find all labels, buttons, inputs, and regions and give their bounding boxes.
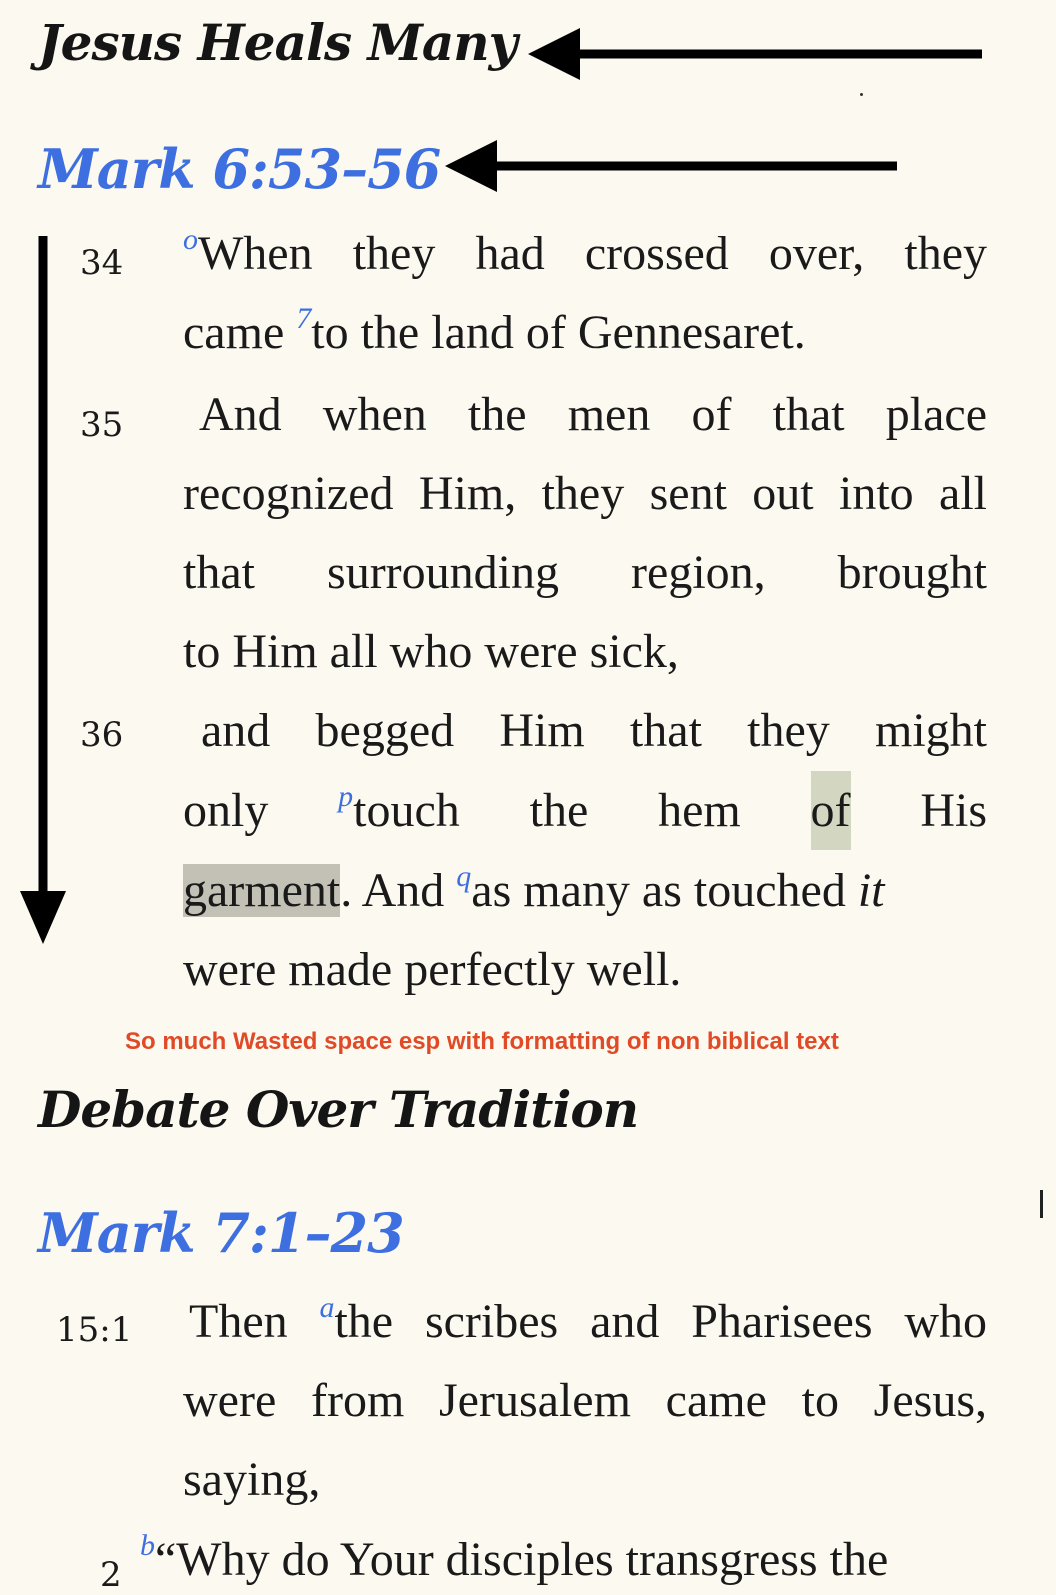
verse-text — [183, 214, 987, 293]
verse-text-line: When they had crossed over, they — [198, 227, 987, 280]
verse-word: the — [529, 784, 589, 837]
highlighted-word[interactable]: garment — [183, 864, 341, 917]
verse-word: hem — [658, 784, 741, 837]
verse-text-line: . And — [340, 864, 457, 917]
scroll-indicator[interactable] — [1040, 1190, 1043, 1218]
highlighted-word[interactable]: of — [811, 771, 851, 850]
arrow-left-icon — [445, 140, 905, 192]
verse-word — [338, 771, 460, 850]
annotation-note: So much Wasted space esp with formatting of non biblical text — [125, 1028, 839, 1055]
verse-word: only — [183, 784, 269, 837]
footnote-marker[interactable]: p — [338, 780, 354, 813]
verse-number: 15:1 — [56, 1310, 133, 1350]
verse-number: 34 — [80, 243, 124, 283]
verse-text-line: the scribes and Pharisees who were from Jerusalem came to Jesus, — [183, 1295, 987, 1427]
italic-word: it — [857, 864, 885, 917]
verse-number: 35 — [80, 405, 124, 445]
footnote-marker[interactable]: o — [183, 223, 198, 256]
verse-word: His — [920, 784, 987, 837]
verse-number: 2 — [100, 1555, 122, 1595]
section-heading-jesus-heals-many: Jesus Heals Many — [38, 13, 517, 72]
verse-text — [183, 930, 987, 1009]
passage-reference-mark-7[interactable]: Mark 7:1–23 — [38, 1201, 404, 1265]
verse-text-line: saying, — [183, 1453, 321, 1506]
verse-text-line: as many as touched — [471, 864, 858, 917]
verse-word: touch — [353, 784, 460, 837]
verse-text-line: came — [183, 306, 297, 359]
arrow-down-icon — [20, 236, 70, 946]
passage-reference-mark-6[interactable]: Mark 6:53–56 — [38, 137, 441, 201]
verse-text — [183, 771, 987, 850]
verse-text-line: to the land of Gennesaret. — [311, 306, 806, 359]
verse-text-line: to Him all who were sick, — [183, 625, 679, 678]
verse-text — [183, 612, 987, 691]
verse-text — [183, 851, 987, 930]
verse-number: 36 — [80, 715, 124, 755]
arrow-left-icon — [528, 28, 988, 80]
verse-text-line: “Why do Your disciples transgress the — [155, 1533, 889, 1586]
section-heading-debate-over-tradition: Debate Over Tradition — [38, 1080, 639, 1139]
verse-text — [140, 1520, 990, 1588]
footnote-marker[interactable]: a — [319, 1291, 335, 1324]
verse-text — [183, 691, 987, 770]
verse-text — [183, 375, 987, 612]
verse-text — [183, 1440, 987, 1519]
stray-dot — [860, 93, 863, 96]
verse-text-line: And when the men of that place recognized Him, they sent out into all that surrounding region, brought — [183, 388, 987, 599]
verse-text-line: and begged Him that they might — [201, 704, 987, 757]
verse-text — [183, 293, 987, 372]
verse-text-line: were made perfectly well. — [183, 943, 682, 996]
verse-text — [183, 1282, 987, 1440]
footnote-marker[interactable]: b — [140, 1529, 155, 1562]
footnote-marker[interactable]: q — [456, 860, 472, 893]
footnote-marker[interactable]: 7 — [296, 302, 312, 335]
verse-text-line: Then — [189, 1295, 320, 1348]
